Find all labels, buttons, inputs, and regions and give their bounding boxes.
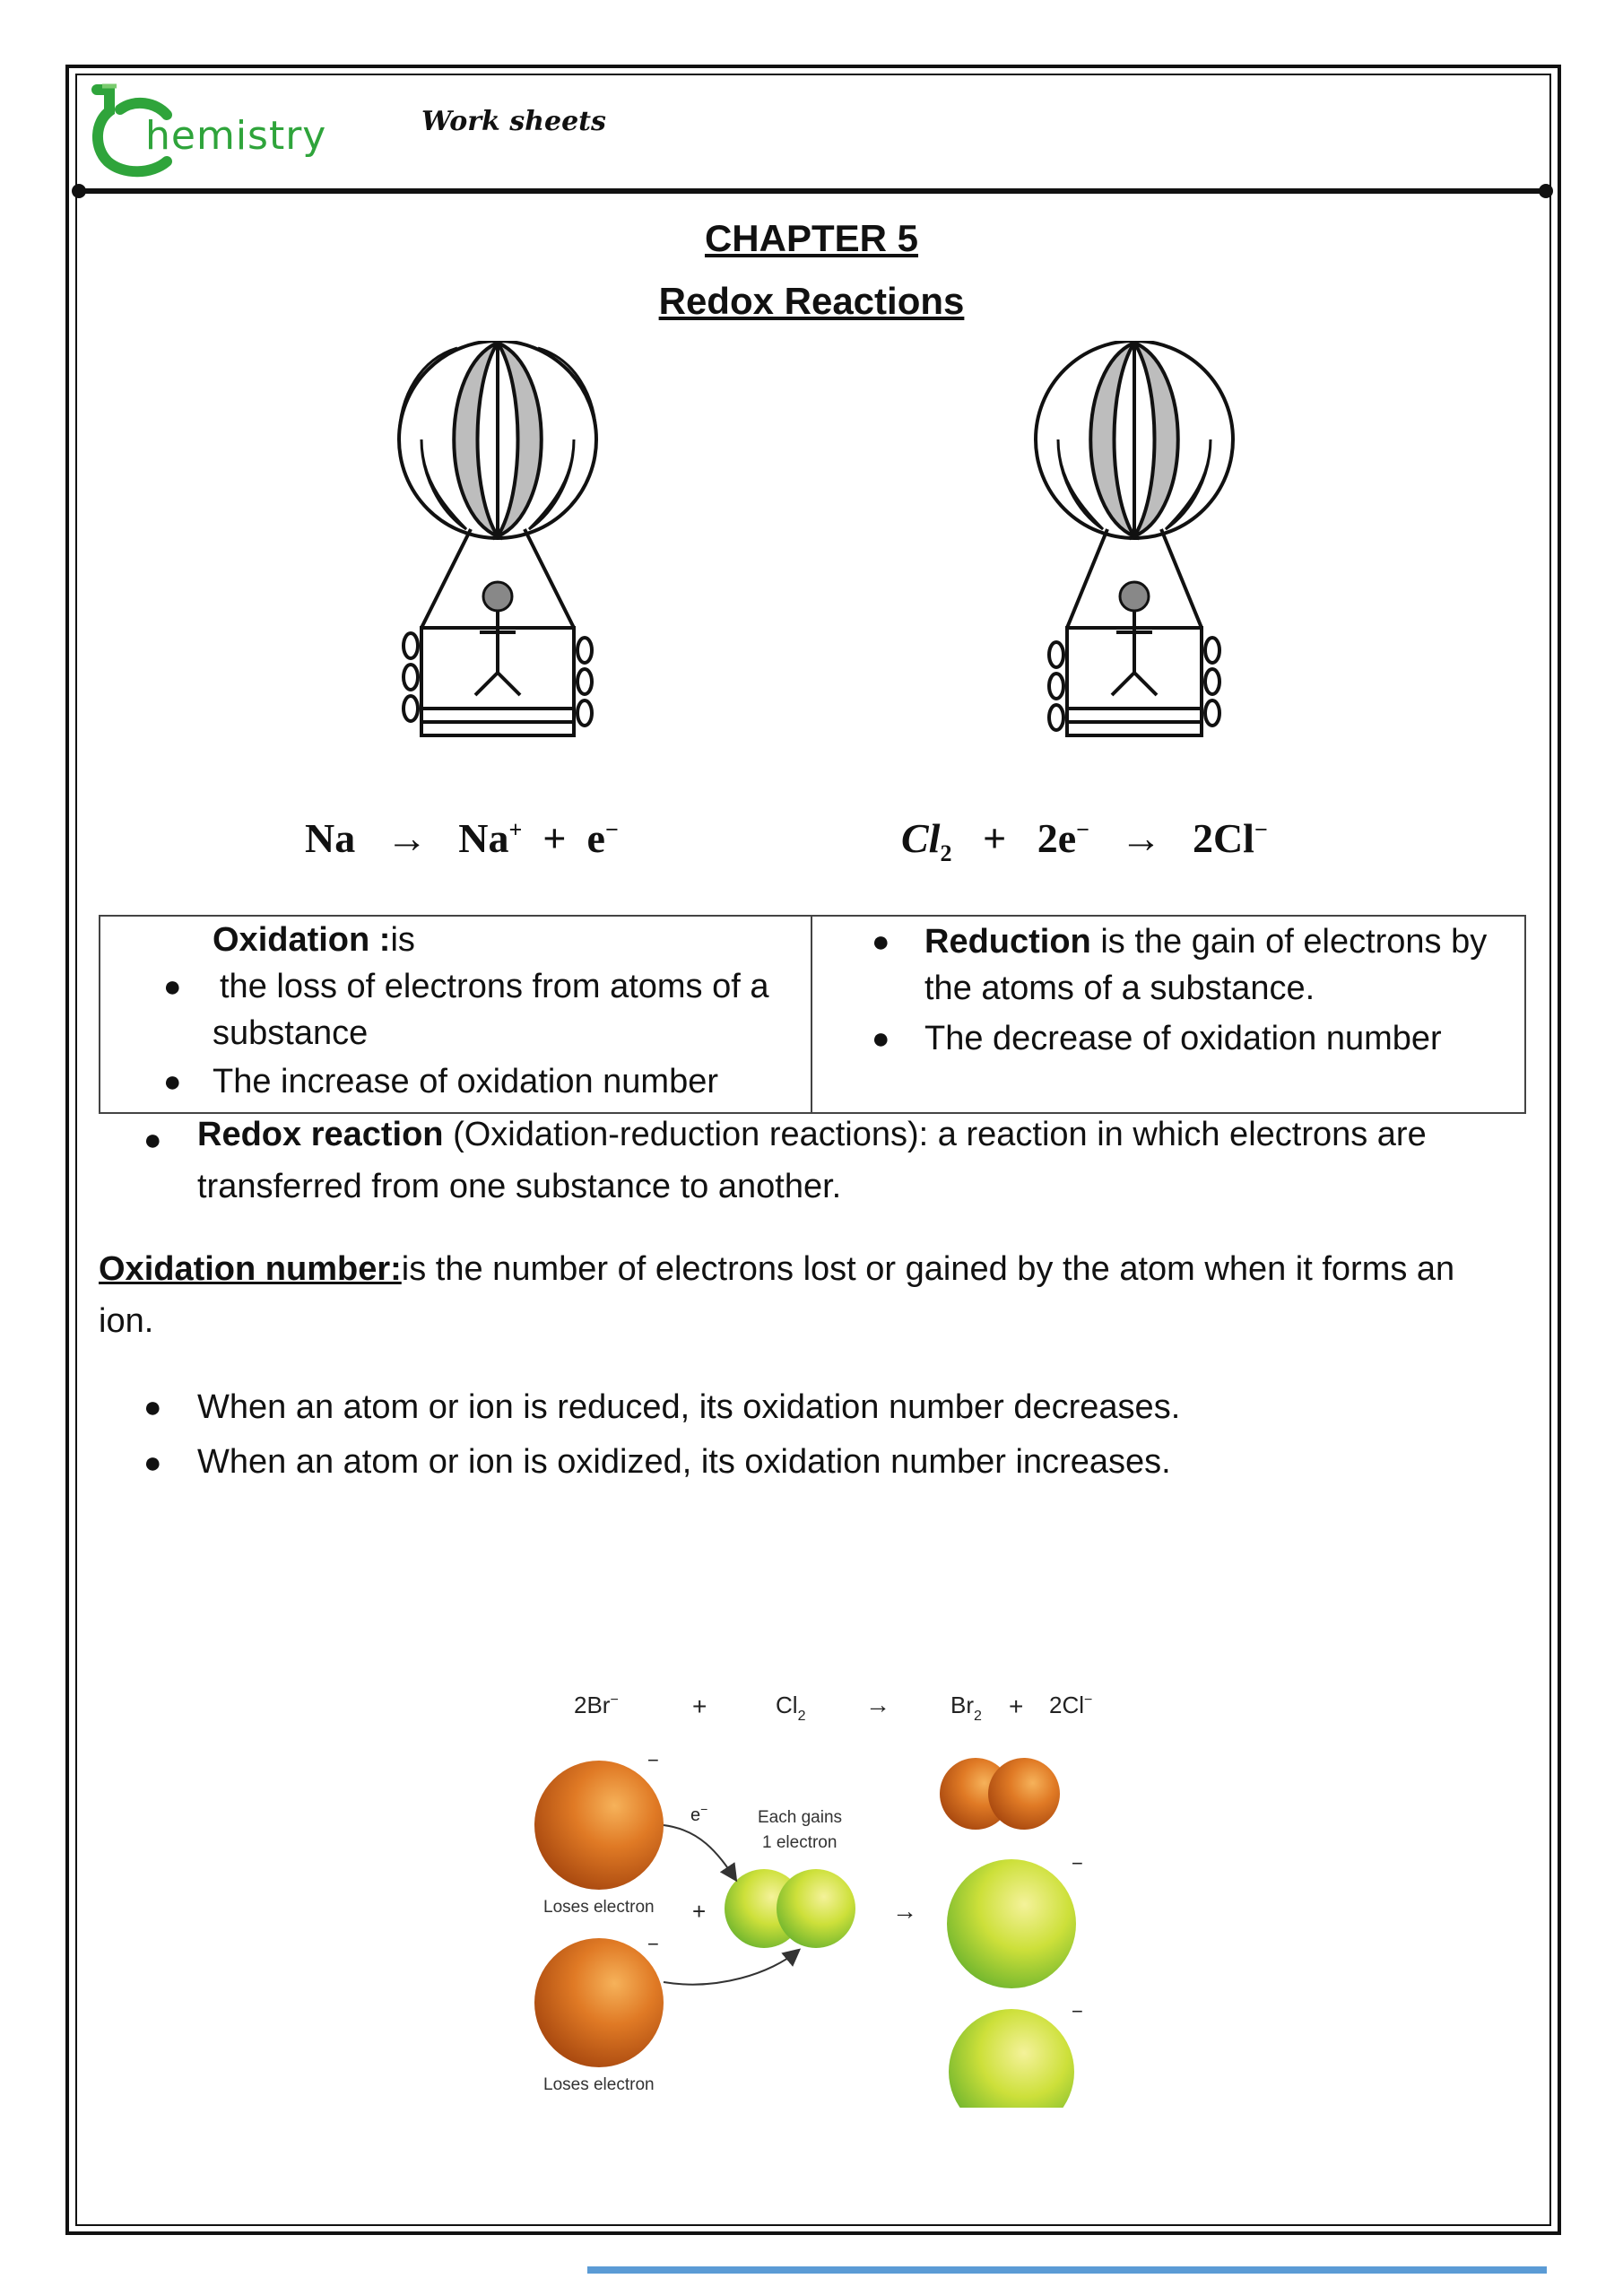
rule-dot-right xyxy=(1539,184,1553,198)
fig-plus-mid: + xyxy=(692,1898,707,1925)
bromine-atom-b xyxy=(988,1758,1060,1830)
oxidation-number-definition: Oxidation number:is the number of electrons lost or gained by the atom when it forms an ion. xyxy=(99,1250,1455,1340)
fig-minus-3: − xyxy=(1072,1852,1083,1874)
reduction-cell xyxy=(812,917,1524,1112)
chlorine-atom-b xyxy=(777,1869,855,1948)
fig-gain-line1: Each gains xyxy=(758,1808,843,1827)
fig-minus-1: − xyxy=(647,1749,659,1771)
oxidation-item-1-cont: substance xyxy=(213,1014,369,1052)
header-rule xyxy=(75,188,1551,194)
balloon-oxidation-icon xyxy=(386,341,610,762)
fig-reactant2: $Cl_2$ xyxy=(776,1692,806,1724)
bullet-icon: ● xyxy=(143,1123,162,1157)
worksheets-label: Work sheets xyxy=(421,106,606,137)
oxidation-item-1: the loss of electrons from atoms of a xyxy=(220,968,769,1005)
chloride-ion-2 xyxy=(949,2009,1074,2108)
oxidation-item-2: The increase of oxidation number xyxy=(213,1063,718,1100)
equation-reduction: $Cl_2$ + 2e− → 2Cl− xyxy=(901,815,1268,867)
fig-arrow: → xyxy=(865,1691,890,1718)
reduction-item-1: Reduction is the gain of electrons by xyxy=(924,923,1488,961)
bromide-ion-2 xyxy=(534,1938,664,2067)
rule-reduced: When an atom or ion is reduced, its oxidation number decreases. xyxy=(197,1388,1181,1426)
fig-gain-line2: 1 electron xyxy=(762,1833,838,1852)
fig-plus1: + xyxy=(692,1692,707,1720)
topic-title: Redox Reactions xyxy=(658,280,965,322)
bullet-icon: ● xyxy=(872,1022,890,1056)
fig-lose2: Loses electron xyxy=(543,2075,655,2094)
chloride-ion-1 xyxy=(947,1859,1076,1988)
fig-lose1: Loses electron xyxy=(543,1898,655,1917)
fig-plus2: + xyxy=(1009,1692,1024,1720)
bullet-icon: ● xyxy=(872,925,890,959)
fig-electron: e− xyxy=(690,1802,708,1825)
bullet-icon: ● xyxy=(163,1065,182,1099)
fig-minus-4: − xyxy=(1072,2000,1083,2022)
bullet-icon: ● xyxy=(163,970,182,1004)
balloon-reduction-icon xyxy=(1022,341,1246,762)
bullet-icon: ● xyxy=(143,1446,162,1480)
fig-product1: $Br_2$ xyxy=(950,1692,982,1724)
definitions-table xyxy=(99,915,1526,1114)
bullet-icon: ● xyxy=(143,1390,162,1424)
fig-reactant1: 2Br− xyxy=(574,1692,619,1718)
footer-bar xyxy=(587,2266,1547,2274)
logo-text: hemistry xyxy=(145,113,327,159)
equation-oxidation: Na → Na+ + e− xyxy=(305,815,619,861)
bromide-ion-1 xyxy=(534,1761,664,1890)
oxidation-cell xyxy=(100,917,812,1112)
redox-figure xyxy=(520,1677,1148,2108)
reduction-item-2: The decrease of oxidation number xyxy=(924,1020,1442,1057)
rule-oxidized: When an atom or ion is oxidized, its oxidation number increases. xyxy=(197,1443,1171,1481)
fig-arrow-mid: → xyxy=(892,1897,917,1925)
fig-product2: 2Cl− xyxy=(1049,1692,1093,1718)
redox-definition: Redox reaction (Oxidation-reduction reactions): a reaction in which electrons are transferred from one substance to another. xyxy=(197,1116,1427,1205)
chapter-title: CHAPTER 5 xyxy=(704,217,919,259)
reduction-item-1-cont: the atoms of a substance. xyxy=(924,970,1315,1007)
rule-dot-left xyxy=(72,184,86,198)
oxidation-heading: Oxidation :is xyxy=(213,921,415,959)
fig-minus-2: − xyxy=(647,1933,659,1955)
